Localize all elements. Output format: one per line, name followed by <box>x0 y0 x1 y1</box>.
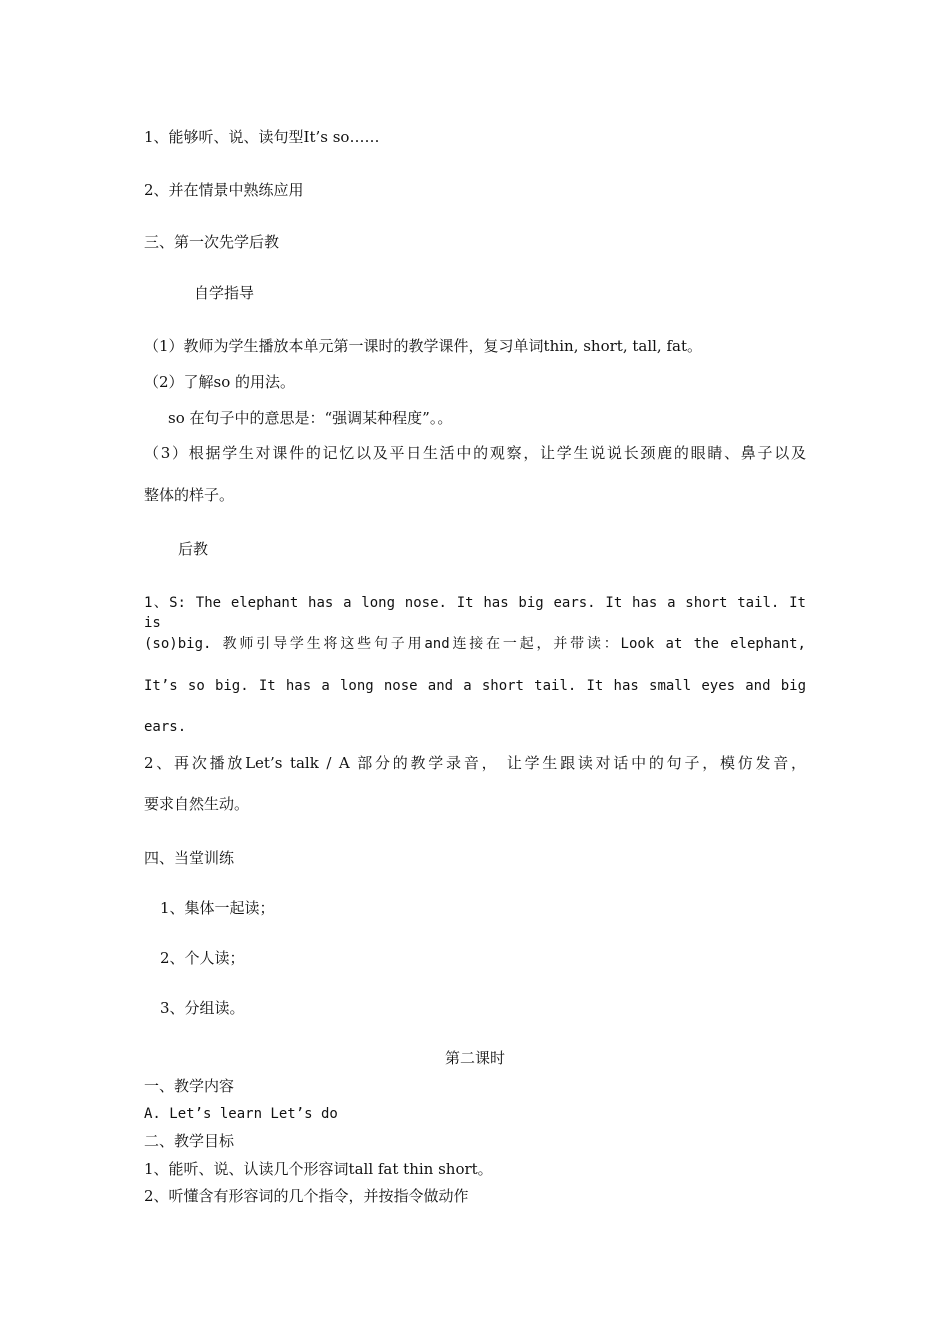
teach-item-2-line-2: 要求自然生动。 <box>144 795 250 813</box>
lesson-2-objective-2: 2、听懂含有形容词的几个指令，并按指令做动作 <box>144 1187 469 1205</box>
teach-item-1-line-2: (so)big. 教师引导学生将这些句子用and连接在一起，并带读：Look at the elephant, <box>144 636 806 652</box>
objective-line-1: 1、能够听、说、读句型It’s so…… <box>144 128 380 146</box>
teach-item-1-line-1: 1、S: The elephant has a long nose. It has big ears. It has a short tail. It is <box>144 595 806 631</box>
lesson-2-objective-1: 1、能听、说、认读几个形容词tall fat thin short。 <box>144 1160 493 1178</box>
step-2-note: so 在句子中的意思是：“强调某种程度”。。 <box>168 409 453 427</box>
lesson-2-content: A. Let’s learn Let’s do <box>144 1106 338 1122</box>
step-1: （1）教师为学生播放本单元第一课时的教学课件，复习单词thin, short, tall, fat。 <box>144 337 702 355</box>
step-2: （2）了解so 的用法。 <box>144 373 296 391</box>
teach-item-1-line-4: ears. <box>144 719 187 735</box>
lesson-2-heading-1: 一、教学内容 <box>144 1077 235 1095</box>
step-3: （3）根据学生对课件的记忆以及平日生活中的观察，让学生说说长颈鹿的眼睛、鼻子以及 <box>144 444 806 462</box>
practice-item-2: 2、个人读； <box>160 949 245 967</box>
practice-item-3: 3、分组读。 <box>160 999 245 1017</box>
practice-item-1: 1、集体一起读； <box>160 899 275 917</box>
section-heading-3: 三、第一次先学后教 <box>144 233 280 251</box>
teach-item-2-line-1: 2、再次播放Let’s talk / A 部分的教学录音， 让学生跟读对话中的句子，模仿发音， <box>144 754 806 772</box>
subheading-self-study: 自学指导 <box>194 284 255 302</box>
subheading-teach-after: 后教 <box>178 540 209 558</box>
step-3-continued: 整体的样子。 <box>144 486 235 504</box>
section-heading-4: 四、当堂训练 <box>144 849 235 867</box>
objective-line-2: 2、并在情景中熟练应用 <box>144 181 304 199</box>
lesson-2-heading-2: 二、教学目标 <box>144 1132 235 1150</box>
teach-item-1-line-3: It’s so big. It has a long nose and a short tail. It has small eyes and big <box>144 678 806 694</box>
lesson-2-title: 第二课时 <box>444 1049 505 1067</box>
